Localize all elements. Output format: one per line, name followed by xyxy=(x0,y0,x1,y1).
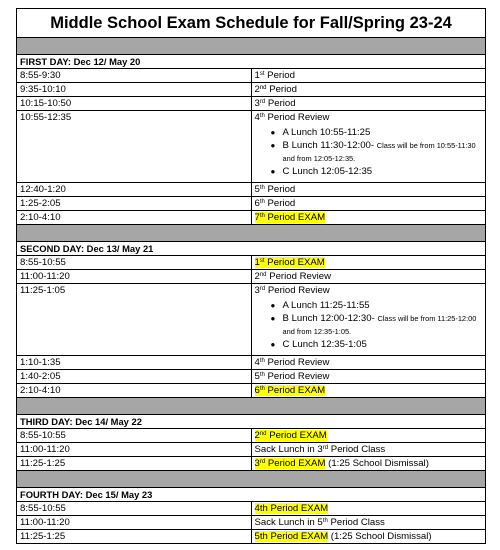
activity-label xyxy=(255,517,385,528)
activity-label xyxy=(255,430,327,441)
activity-cell xyxy=(251,443,486,457)
activity-text: 2 xyxy=(254,271,260,282)
bullet-icon: ● xyxy=(270,340,276,349)
activity-label xyxy=(255,184,296,195)
time-cell: 8:55-10:55 xyxy=(17,256,252,270)
day-heading: THIRD DAY: Dec 14/ May 22 xyxy=(17,415,486,429)
activity-text: 3 xyxy=(254,98,260,109)
ordinal-suffix: rd xyxy=(322,445,329,451)
activity-label xyxy=(255,112,330,123)
ordinal-suffix: rd xyxy=(259,286,266,292)
schedule-row xyxy=(17,97,486,111)
bullet-icon: ● xyxy=(270,128,276,137)
activity-label xyxy=(255,503,329,514)
activity-text-rest: Period xyxy=(266,84,297,95)
activity-cell xyxy=(251,457,486,471)
activity-text-rest: Period xyxy=(265,98,296,109)
lunch-note: Class will be from 11:25-12:00 and from 12:35-1:05. xyxy=(282,314,477,336)
schedule-row xyxy=(17,384,486,398)
time-cell: 11:25-1:05 xyxy=(17,284,252,356)
activity-cell xyxy=(251,284,486,356)
day-heading: FOURTH DAY: Dec 15/ May 23 xyxy=(17,488,486,502)
activity-cell xyxy=(251,502,486,516)
time-cell: 12:40-1:20 xyxy=(17,183,252,197)
day-heading: FIRST DAY: Dec 12/ May 20 xyxy=(17,55,486,69)
activity-cell xyxy=(251,356,486,370)
lunch-item xyxy=(270,139,483,165)
activity-label xyxy=(255,444,386,455)
time-cell: 1:40-2:05 xyxy=(17,370,252,384)
activity-text-rest: Period xyxy=(264,70,295,81)
ordinal-suffix: th xyxy=(259,372,265,378)
activity-cell xyxy=(251,370,486,384)
activity-text-rest: Period Class xyxy=(328,444,386,455)
activity-text: 5 xyxy=(254,371,260,382)
schedule-row xyxy=(17,256,486,270)
exam-schedule-table xyxy=(16,8,486,544)
schedule-row xyxy=(17,457,486,471)
separator-cell xyxy=(17,471,486,488)
activity-text: 2 xyxy=(254,84,260,95)
activity-label xyxy=(255,198,296,209)
lunch-time: B Lunch 11:30-12:00- xyxy=(282,140,377,151)
activity-label xyxy=(255,385,326,396)
activity-cell xyxy=(251,516,486,530)
activity-text: 5 xyxy=(254,184,260,195)
lunch-item xyxy=(270,165,483,178)
title-row xyxy=(17,9,486,38)
bullet-icon: ● xyxy=(270,167,276,176)
activity-text-rest: Period EXAM xyxy=(264,257,325,268)
exam-schedule-document xyxy=(16,8,486,544)
time-cell: 8:55-10:55 xyxy=(17,429,252,443)
lunch-item xyxy=(270,312,483,338)
schedule-row xyxy=(17,197,486,211)
page-title: Middle School Exam Schedule for Fall/Spring 23-24 xyxy=(17,9,486,38)
day-heading-row xyxy=(17,415,486,429)
schedule-row xyxy=(17,356,486,370)
activity-text: 4th Period EXAM xyxy=(254,503,329,514)
lunch-item xyxy=(270,299,483,312)
activity-cell xyxy=(251,69,486,83)
lunch-item xyxy=(270,126,483,139)
activity-label xyxy=(255,271,332,282)
activity-text-rest: Period EXAM xyxy=(266,430,327,441)
lunch-time: A Lunch 11:25-11:55 xyxy=(282,300,370,311)
time-cell: 11:25-1:25 xyxy=(17,530,252,544)
activity-label xyxy=(255,357,330,368)
activity-cell xyxy=(251,384,486,398)
time-cell: 2:10-4:10 xyxy=(17,384,252,398)
time-cell: 1:10-1:35 xyxy=(17,356,252,370)
dismissal-note: (1:25 School Dismissal) xyxy=(328,531,432,542)
bullet-icon: ● xyxy=(270,301,276,310)
day-heading: SECOND DAY: Dec 13/ May 21 xyxy=(17,242,486,256)
ordinal-suffix: rd xyxy=(259,99,266,105)
activity-text-rest: Period Review xyxy=(265,285,330,296)
schedule-row xyxy=(17,502,486,516)
activity-text-rest: Period xyxy=(264,184,296,195)
schedule-row xyxy=(17,443,486,457)
lunch-time: B Lunch 12:00-12:30- xyxy=(282,313,378,324)
activity-text-rest: Period xyxy=(264,198,296,209)
activity-label xyxy=(255,98,296,109)
schedule-row xyxy=(17,211,486,225)
activity-cell xyxy=(251,530,486,544)
lunch-list xyxy=(255,126,483,178)
activity-text: 5th Period EXAM xyxy=(254,531,329,542)
time-cell: 11:00-11:20 xyxy=(17,270,252,284)
section-separator xyxy=(17,398,486,415)
activity-text-rest: Period Review xyxy=(264,357,330,368)
schedule-body xyxy=(17,9,486,544)
section-separator xyxy=(17,38,486,55)
activity-text: 3 xyxy=(254,458,260,469)
activity-text: 6 xyxy=(254,385,260,396)
activity-text-rest: Period EXAM xyxy=(265,458,326,469)
ordinal-suffix: th xyxy=(259,386,265,392)
activity-label xyxy=(255,212,326,223)
schedule-row xyxy=(17,69,486,83)
activity-text: 4 xyxy=(254,357,260,368)
schedule-row xyxy=(17,83,486,97)
time-cell: 10:15-10:50 xyxy=(17,97,252,111)
ordinal-suffix: th xyxy=(259,213,265,219)
day-heading-row xyxy=(17,488,486,502)
schedule-row xyxy=(17,429,486,443)
schedule-row xyxy=(17,183,486,197)
activity-text: 4 xyxy=(254,112,260,123)
section-separator xyxy=(17,225,486,242)
activity-text: 6 xyxy=(254,198,260,209)
activity-cell xyxy=(251,270,486,284)
activity-text-rest: Period Review xyxy=(264,112,330,123)
time-cell: 1:25-2:05 xyxy=(17,197,252,211)
time-cell: 11:00-11:20 xyxy=(17,443,252,457)
activity-text-rest: Period EXAM xyxy=(264,385,326,396)
ordinal-suffix: nd xyxy=(259,85,267,91)
lunch-note: Class will be from 10:55-11:30 and from 12:05-12:35. xyxy=(282,141,476,163)
activity-label xyxy=(255,371,330,382)
ordinal-suffix: st xyxy=(259,71,265,77)
ordinal-suffix: th xyxy=(322,518,328,524)
activity-label xyxy=(255,84,297,95)
time-cell: 10:55-12:35 xyxy=(17,111,252,183)
schedule-row xyxy=(17,530,486,544)
activity-cell xyxy=(251,183,486,197)
time-cell: 2:10-4:10 xyxy=(17,211,252,225)
ordinal-suffix: rd xyxy=(259,459,266,465)
activity-cell xyxy=(251,256,486,270)
ordinal-suffix: nd xyxy=(259,431,267,437)
activity-text-rest: Period Class xyxy=(327,517,385,528)
activity-label xyxy=(255,531,329,542)
activity-cell xyxy=(251,97,486,111)
ordinal-suffix: th xyxy=(259,185,265,191)
dismissal-note: (1:25 School Dismissal) xyxy=(325,458,429,469)
schedule-row xyxy=(17,370,486,384)
ordinal-suffix: th xyxy=(259,199,265,205)
activity-text: 2 xyxy=(254,430,260,441)
time-cell: 11:00-11:20 xyxy=(17,516,252,530)
activity-cell xyxy=(251,197,486,211)
time-cell: 8:55-9:30 xyxy=(17,69,252,83)
time-cell: 9:35-10:10 xyxy=(17,83,252,97)
time-cell: 8:55-10:55 xyxy=(17,502,252,516)
activity-text-rest: Period Review xyxy=(264,371,330,382)
activity-text-rest: Period Review xyxy=(266,271,332,282)
separator-cell xyxy=(17,398,486,415)
activity-text: Sack Lunch in 5 xyxy=(254,517,323,528)
activity-text: 1 xyxy=(254,70,260,81)
activity-text: 1 xyxy=(254,257,260,268)
schedule-row xyxy=(17,270,486,284)
ordinal-suffix: th xyxy=(259,113,265,119)
activity-label xyxy=(255,285,330,296)
separator-cell xyxy=(17,38,486,55)
bullet-icon: ● xyxy=(270,314,276,323)
lunch-time: C Lunch 12:35-1:05 xyxy=(282,339,367,350)
activity-cell xyxy=(251,111,486,183)
schedule-row xyxy=(17,284,486,356)
time-cell: 11:25-1:25 xyxy=(17,457,252,471)
separator-cell xyxy=(17,225,486,242)
day-heading-row xyxy=(17,55,486,69)
ordinal-suffix: nd xyxy=(259,272,267,278)
day-heading-row xyxy=(17,242,486,256)
activity-text: Sack Lunch in 3 xyxy=(254,444,323,455)
lunch-list xyxy=(255,299,483,351)
ordinal-suffix: st xyxy=(259,258,265,264)
lunch-item xyxy=(270,338,483,351)
activity-cell xyxy=(251,429,486,443)
bullet-icon: ● xyxy=(270,141,276,150)
lunch-time: A Lunch 10:55-11:25 xyxy=(282,127,371,138)
ordinal-suffix: th xyxy=(259,358,265,364)
schedule-row xyxy=(17,516,486,530)
activity-cell xyxy=(251,211,486,225)
lunch-time: C Lunch 12:05-12:35 xyxy=(282,166,373,177)
activity-text: 7 xyxy=(254,212,260,223)
activity-cell xyxy=(251,83,486,97)
activity-label xyxy=(255,458,326,469)
section-separator xyxy=(17,471,486,488)
schedule-row xyxy=(17,111,486,183)
activity-label xyxy=(255,257,325,268)
activity-text-rest: Period EXAM xyxy=(264,212,326,223)
activity-text: 3 xyxy=(254,285,260,296)
activity-label xyxy=(255,70,295,81)
